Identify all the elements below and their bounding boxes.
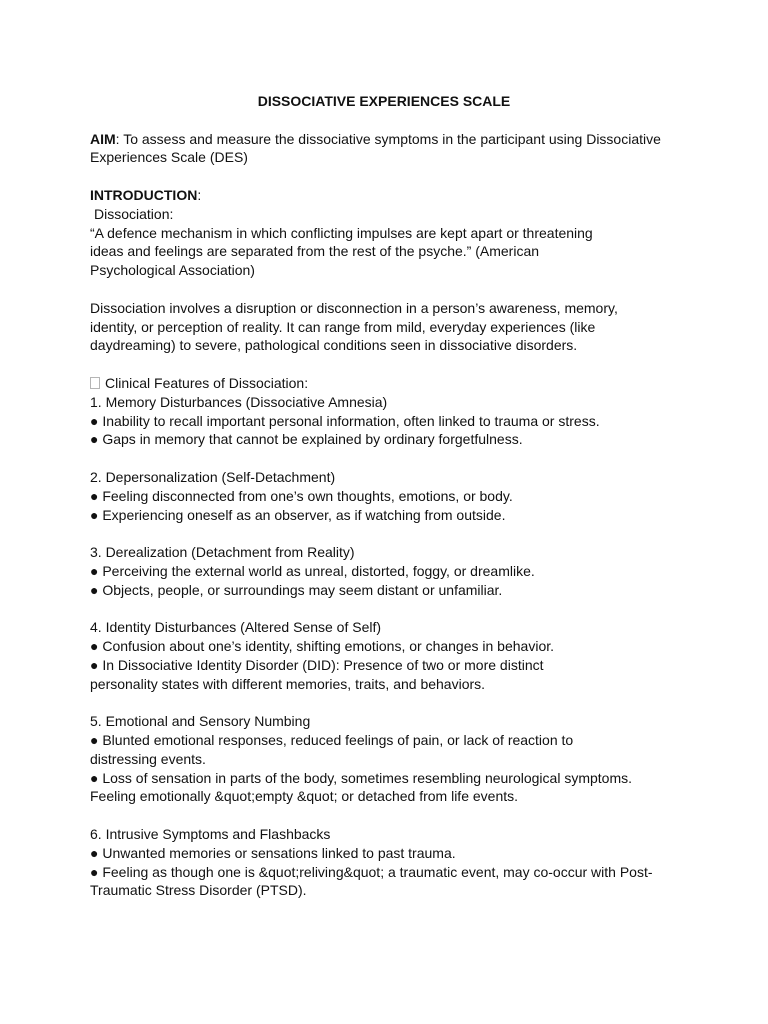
bullet-line: ● Inability to recall important personal information, often linked to trauma or stress. — [90, 412, 600, 429]
spacer — [90, 280, 690, 299]
bullet-line: ● Loss of sensation in parts of the body, sometimes resembling neurological symptoms. — [90, 769, 633, 786]
spacer — [90, 524, 690, 543]
aim-label: AIM — [90, 130, 116, 147]
introduction-colon: : — [197, 186, 202, 203]
document-title: DISSOCIATIVE EXPERIENCES SCALE — [257, 93, 511, 109]
spacer — [90, 806, 690, 825]
spacer — [90, 694, 690, 713]
continuation-line: Feeling emotionally &quot;empty &quot; or detached from life events. — [90, 788, 519, 805]
dissociation-label: Dissociation: — [94, 205, 174, 222]
continuation-line: Traumatic Stress Disorder (PTSD). — [90, 882, 307, 899]
section-heading: 6. Intrusive Symptoms and Flashbacks — [90, 826, 331, 843]
section-heading: 4. Identity Disturbances (Altered Sense of Self) — [90, 619, 382, 636]
spacer — [90, 167, 690, 186]
clinical-features-heading — [90, 374, 690, 393]
bullet-line: ● Blunted emotional responses, reduced feelings of pain, or lack of reaction to — [90, 732, 574, 749]
quote-line-2: ideas and feelings are separated from the rest of the psyche.” (American — [90, 243, 540, 260]
section-heading: 5. Emotional and Sensory Numbing — [90, 713, 311, 730]
intro-paragraph-line-1: Dissociation involves a disruption or disconnection in a person’s awareness, memory, — [90, 299, 618, 316]
bullet-line: ● Unwanted memories or sensations linked to past trauma. — [90, 844, 456, 861]
aim-text-1: : To assess and measure the dissociative symptoms in the participant using Dissociative — [115, 130, 661, 147]
bullet-line: ● Feeling disconnected from one’s own thoughts, emotions, or body. — [90, 487, 513, 504]
continuation-line: distressing events. — [90, 750, 206, 767]
bullet-line: ● Gaps in memory that cannot be explained by ordinary forgetfulness. — [90, 431, 523, 448]
continuation-line: personality states with different memories, traits, and behaviors. — [90, 675, 486, 692]
spacer — [90, 355, 690, 374]
clinical-features-heading-text: Clinical Features of Dissociation: — [105, 374, 309, 391]
bullet-line: ● Feeling as though one is &quot;reliving&quot; a traumatic event, may co-occur with Post- — [90, 863, 653, 880]
introduction-heading — [90, 186, 690, 205]
document-page — [90, 90, 690, 900]
missing-glyph-icon — [90, 377, 100, 389]
section-heading: 2. Depersonalization (Self-Detachment) — [90, 468, 336, 485]
aim-line-1 — [90, 130, 690, 149]
spacer — [90, 449, 690, 468]
intro-paragraph-line-2: identity, or perception of reality. It can range from mild, everyday experiences (like — [90, 318, 596, 335]
spacer — [90, 111, 690, 130]
bullet-line: ● Objects, people, or surroundings may seem distant or unfamiliar. — [90, 581, 503, 598]
bullet-line: ● In Dissociative Identity Disorder (DID): Presence of two or more distinct — [90, 656, 544, 673]
introduction-label: INTRODUCTION — [90, 186, 198, 203]
aim-line-2: Experiences Scale (DES) — [90, 149, 248, 166]
bullet-line: ● Perceiving the external world as unreal, distorted, foggy, or dreamlike. — [90, 562, 535, 579]
section-heading: 3. Derealization (Detachment from Reality) — [90, 544, 355, 561]
quote-line-1: “A defence mechanism in which conflicting impulses are kept apart or threatening — [90, 224, 593, 241]
intro-paragraph-line-3: daydreaming) to severe, pathological conditions seen in dissociative disorders. — [90, 337, 578, 354]
bullet-line: ● Experiencing oneself as an observer, as if watching from outside. — [90, 506, 506, 523]
bullet-line: ● Confusion about one’s identity, shifting emotions, or changes in behavior. — [90, 638, 555, 655]
spacer — [90, 600, 690, 619]
section-heading: 1. Memory Disturbances (Dissociative Amnesia) — [90, 393, 388, 410]
quote-line-3: Psychological Association) — [90, 262, 255, 279]
